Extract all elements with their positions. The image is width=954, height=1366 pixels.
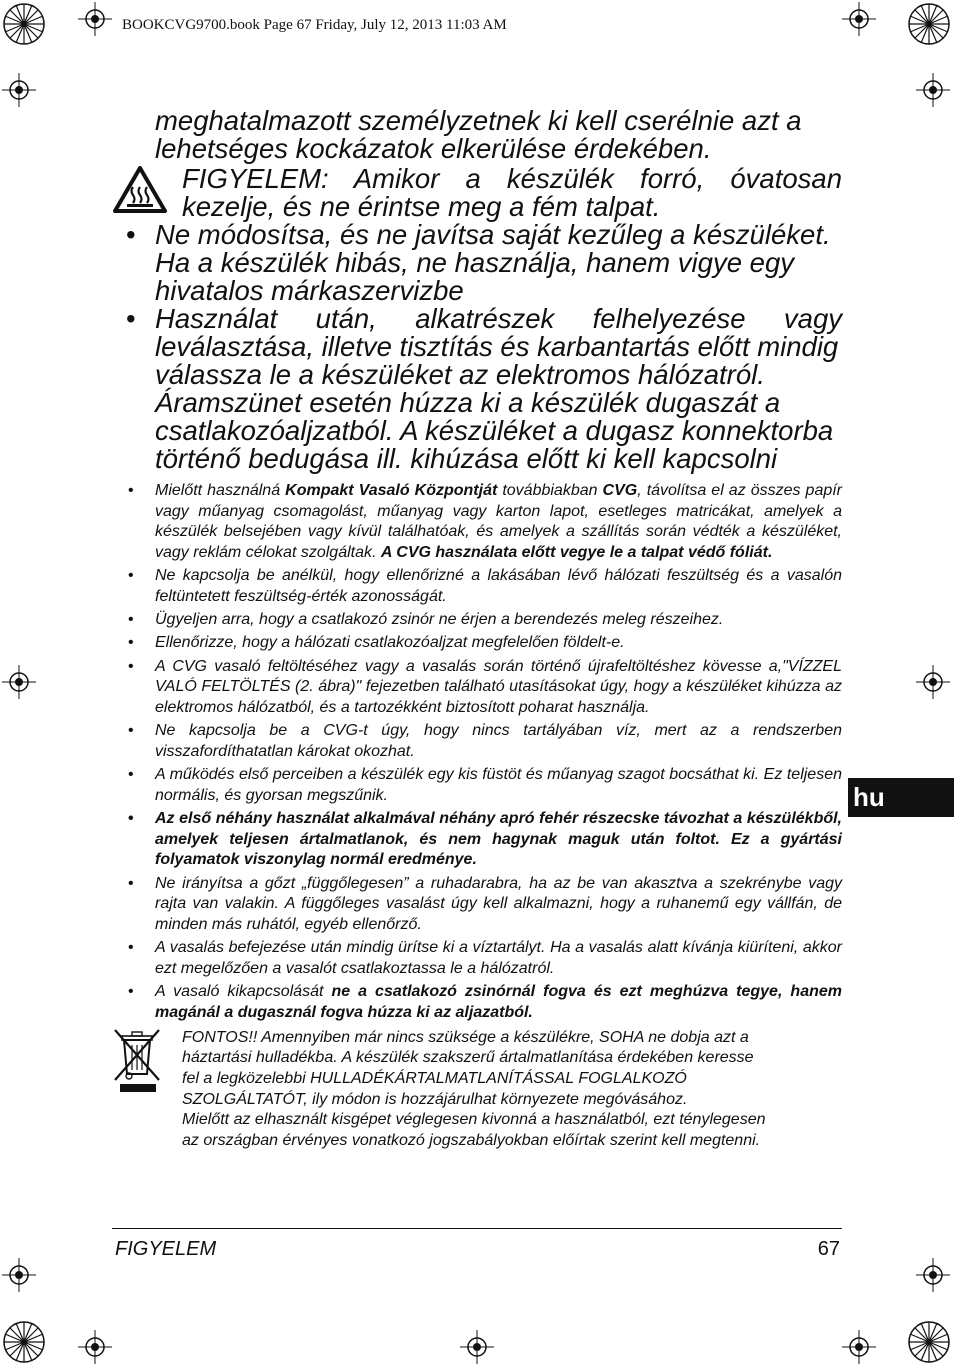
footer-divider <box>112 1228 842 1229</box>
small-bullet-item <box>112 874 842 936</box>
registration-mark-bottom-left-sunburst <box>2 1320 46 1364</box>
weee-line: háztartási hulladékba. A készülék szakszerű ártalmatlanítása érdekében keresse <box>182 1049 754 1067</box>
bold-run: ne a csatlakozó zsinórnál fogva és ezt meghúzva tegye, hanem magánál a dugasznál fogva húzza ki az aljazatból. <box>155 983 842 1021</box>
bullet-line: leválasztása, illetve tisztítás és karbantartás előtt mindig <box>155 331 839 362</box>
crosshair-mark-top-2 <box>842 2 876 36</box>
bullet-marker: • <box>128 482 134 499</box>
bullet-marker: • <box>128 874 134 892</box>
bullet-line: csatlakozóaljzatból. A készüléket a dugasz konnektorba <box>155 415 834 446</box>
bullet-text: Ne kapcsolja be anélkül, hogy ellenőrizné a lakásában lévő hálózati feszültség és a vasalón feltüntetett feszültség-érték azonosságát. <box>155 567 842 606</box>
bullet-marker: • <box>128 567 134 585</box>
crosshair-mark-bottom-3 <box>842 1330 876 1364</box>
crosshair-mark-right-3 <box>916 1258 950 1292</box>
crosshair-mark-top-1 <box>78 2 112 36</box>
bullet-line: Áramszünet esetén húzza ki a készülék dugaszát a <box>155 387 781 418</box>
bullet-text: Ne kapcsolja be a CVG-t úgy, hogy nincs tartályában víz, mert az a rendszerben visszafordíthatatlan károkat okozhat. <box>155 722 842 760</box>
weee-line: SZOLGÁLTATÓT, ily módon is hozzájárulhat környezete megóvásához. <box>182 1090 688 1108</box>
small-bullet-item <box>112 938 842 979</box>
crosshair-mark-left-3 <box>2 1258 36 1292</box>
crosshair-mark-right-2 <box>916 665 950 699</box>
bullet-line: Használat után, alkatrészek felhelyezése vagy <box>155 303 842 334</box>
footer-section-title: FIGYELEM <box>115 1238 217 1260</box>
bullet-marker: • <box>126 303 136 334</box>
small-bullet-item <box>112 610 842 631</box>
text-run: A vasaló kikapcsolását <box>155 983 332 1001</box>
registration-mark-top-right-sunburst <box>907 2 951 46</box>
crossed-out-bin-icon <box>112 1028 162 1101</box>
big-bullet-item <box>112 305 842 473</box>
weee-line: FONTOS!! Amennyiben már nincs szüksége a készülékre, SOHA ne dobja azt a <box>182 1028 749 1046</box>
text-run: továbbiakban <box>497 482 603 499</box>
bullet-line: történő bedugása ill. kihúzása előtt ki kell kapcsolni <box>155 443 778 474</box>
weee-line: fel a legközelebbi HULLADÉKÁRTALMATLANÍTÁSSAL FOGLALKOZÓ <box>182 1069 687 1087</box>
bullet-text: A működés első perceiben a készülék egy kis füstöt és műanyag szagot bocsáthat ki. Ez teljesen normális, és gyorsan megszűnik. <box>155 766 842 804</box>
bullet-text: Ne irányítsa a gőzt „függőlegesen” a ruhadarabra, ha az be van akasztva a szekrénybe vagy rajta van valakin. A függőleges vasalást úgy kell alkalmazni, hogy a ruhanemű egy vállfán, de minden más ruhától, egyéb ellenőrző. <box>155 874 842 934</box>
small-bullet-item <box>112 982 842 1023</box>
bullet-text: Az első néhány használat alkalmával néhány apró fehér részecske távozhat a készülékből, amelyek teljesen ártalmatlanok, és nem hagynak maguk után foltot. Ez a gyártási folyamatok viszonylag normál eredménye. <box>155 810 842 869</box>
bold-run: A CVG használata előtt vegye le a talpat védő fóliát. <box>380 544 773 562</box>
weee-disposal-notice <box>112 1028 842 1152</box>
hot-surface-warning <box>112 165 842 221</box>
bullet-marker: • <box>128 657 134 675</box>
weee-line: Mielőtt az elhasznált kisgépet véglegesen kivonná a használatból, ezt ténylegesen <box>182 1111 766 1129</box>
intro-line: meghatalmazott személyzetnek ki kell cserélnie azt a <box>155 105 802 136</box>
small-bullet-item <box>112 566 842 607</box>
bullet-text: Ellenőrizze, hogy a hálózati csatlakozóaljzat megfelelően földelt-e. <box>155 634 625 652</box>
book-info-header: BOOKCVG9700.book Page 67 Friday, July 12, 2013 11:03 AM <box>122 17 507 33</box>
bullet-marker: • <box>128 722 134 740</box>
big-bullet-item <box>112 221 842 305</box>
bullet-text: Ügyeljen arra, hogy a csatlakozó zsinór ne érjen a berendezés meleg részeihez. <box>155 611 724 629</box>
small-bullet-item <box>112 481 842 564</box>
bold-run: CVG <box>602 482 638 499</box>
hot-surface-warning-icon <box>112 165 168 220</box>
small-bullet-list <box>112 481 842 1024</box>
bullet-text <box>155 482 842 561</box>
bullet-marker: • <box>128 634 134 652</box>
crosshair-mark-left-1 <box>2 73 36 107</box>
bullet-marker: • <box>126 219 136 250</box>
small-bullet-item <box>112 633 842 654</box>
bullet-text: A vasalás befejezése után mindig ürítse ki a víztartályt. Ha a vasalás alatt kívánja kiüríteni, akkor ezt megelőzően a vasalót csatlakoztassa le a hálózatról. <box>155 939 842 977</box>
registration-mark-bottom-right-sunburst <box>907 1320 951 1364</box>
bullet-marker: • <box>128 766 134 784</box>
bullet-line: hivatalos márkaszervizbe <box>155 275 464 306</box>
bullet-text <box>155 983 842 1021</box>
page-number: 67 <box>817 1238 840 1260</box>
small-bullet-item <box>112 765 842 806</box>
bullet-text: A CVG vasaló feltöltéséhez vagy a vasalás során történő újrafeltöltéshez kövesse a,"VÍZZEL VALÓ FELTÖLTÉS (2. ábra)" fejezetben található utasításokat úgy, hogy a készüléket kihúzza az elektromos hálózatból, és a tartozékként biztosított poharat használja. <box>155 657 842 717</box>
bullet-marker: • <box>128 810 134 828</box>
text-run: Mielőtt használná <box>155 482 286 499</box>
crosshair-mark-bottom-1 <box>78 1330 112 1364</box>
bullet-line: Ne módosítsa, és ne javítsa saját kezűleg a készüléket. <box>155 219 831 250</box>
bullet-line: Ha a készülék hibás, ne használja, hanem vigye egy <box>155 247 794 278</box>
bullet-marker: • <box>128 611 134 629</box>
main-content <box>112 107 842 1152</box>
small-bullet-item <box>112 809 842 871</box>
text-run: , távolítsa el az összes papír vagy műanyag csomagolást, műanyag vagy karton lapot, esetleges matricákat, amelyek a készülék belsejében vagy kívül találhatóak, és amelyek a szállítás során védték a készüléket, vagy reklám célokat szolgáltak. <box>155 482 843 562</box>
registration-mark-top-left-sunburst <box>2 2 46 46</box>
intro-paragraph <box>112 107 842 163</box>
language-tab: hu <box>848 778 954 817</box>
small-bullet-item <box>112 657 842 719</box>
warning-line: kezelje, és ne érintse meg a fém talpat. <box>182 191 661 222</box>
bold-run: Kompakt Vasaló Központját <box>285 482 498 499</box>
bullet-line: válassza le a készüléket az elektromos hálózatról. <box>155 359 765 390</box>
bullet-marker: • <box>128 939 134 957</box>
small-bullet-item <box>112 721 842 762</box>
crosshair-mark-left-2 <box>2 665 36 699</box>
crosshair-mark-bottom-2 <box>460 1330 494 1364</box>
bullet-marker: • <box>128 983 134 1001</box>
intro-line: lehetséges kockázatok elkerülése érdekében. <box>155 133 712 164</box>
warning-line: FIGYELEM: Amikor a készülék forró, óvatosan <box>182 163 842 194</box>
weee-line: az országban érvényes vonatkozó jogszabályokban előírtak szerint kell megtenni. <box>182 1132 761 1150</box>
crosshair-mark-right-1 <box>916 73 950 107</box>
